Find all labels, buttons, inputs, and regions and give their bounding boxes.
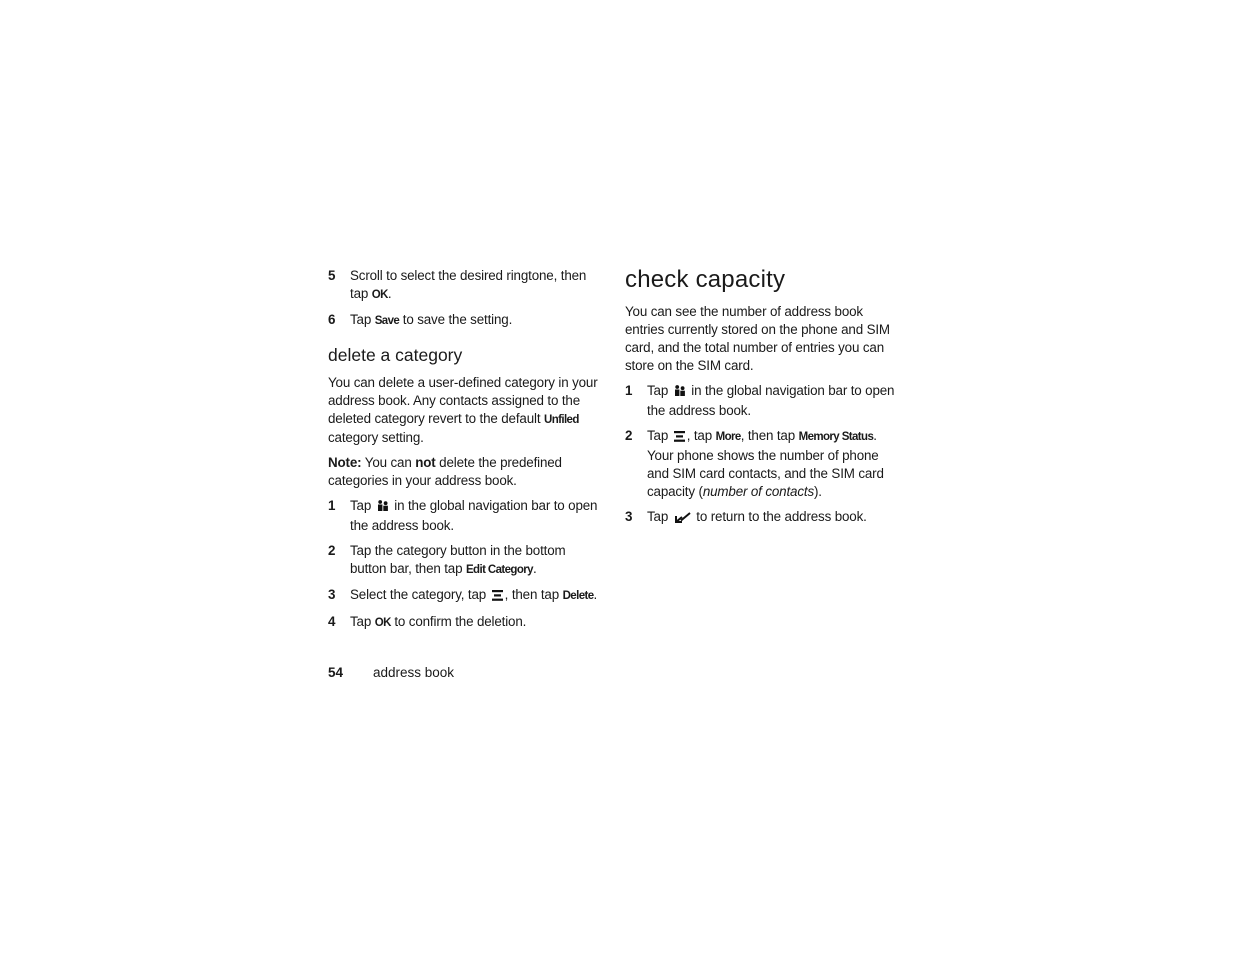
- emphasis: not: [415, 455, 436, 470]
- step-number: 1: [625, 383, 633, 398]
- step-text: , tap: [686, 428, 716, 443]
- subheading-delete-category: delete a category: [328, 345, 463, 365]
- intro-paragraph: You can see the number of address book entries currently stored on the phone and SIM card, and the total number of entries you can store on the SIM card.: [625, 304, 890, 373]
- capacity-step-3: [625, 508, 897, 528]
- section-name: address book: [373, 665, 455, 680]
- para-text: You can delete a user-defined category in your address book. Any contacts assigned to the deleted category revert to the default: [328, 375, 598, 426]
- page-footer: [328, 665, 454, 680]
- capacity-step-2: [625, 427, 897, 501]
- back-arrow-icon: [674, 510, 691, 528]
- step-text: to return to the address book.: [692, 509, 867, 524]
- ok-label: OK: [374, 617, 391, 629]
- edit-category-label: Edit Category: [465, 564, 533, 576]
- step-number: 3: [328, 587, 336, 602]
- para-text: category setting.: [328, 430, 424, 445]
- unfiled-label: Unfiled: [543, 414, 579, 426]
- delete-label: Delete: [562, 590, 594, 602]
- step-text: in the global navigation bar to open the address book.: [647, 383, 895, 418]
- step-text: Tap: [350, 614, 375, 629]
- save-label: Save: [374, 315, 400, 327]
- step-text: Tap: [350, 312, 375, 327]
- step-text: Scroll to select the desired ringtone, then tap: [350, 268, 587, 301]
- step-text: to confirm the deletion.: [390, 614, 527, 629]
- step-text: in the global navigation bar to open the address book.: [350, 498, 598, 533]
- step-text: Tap: [647, 509, 672, 524]
- step-number: 5: [328, 268, 336, 283]
- step-text: to save the setting.: [399, 312, 513, 327]
- step-text: , then tap: [504, 587, 563, 602]
- section-heading-check-capacity: check capacity: [625, 266, 786, 293]
- italic-term: number of contacts: [702, 484, 814, 499]
- step-5: [328, 267, 600, 304]
- right-column: [625, 267, 897, 535]
- para-text: delete the predefined categories in your address book.: [328, 455, 562, 488]
- step-number: 1: [328, 498, 336, 513]
- delete-step-1: [328, 497, 600, 535]
- delete-step-4: [328, 613, 600, 632]
- step-number: 6: [328, 312, 336, 327]
- menu-icon: [674, 429, 685, 447]
- step-number: 3: [625, 509, 633, 524]
- memory-status-label: Memory Status: [798, 431, 874, 443]
- step-text: Tap: [647, 428, 672, 443]
- delete-step-3: [328, 586, 600, 606]
- delete-step-2: [328, 542, 600, 579]
- step-text: Tap: [350, 498, 375, 513]
- step-text: Tap: [647, 383, 672, 398]
- intro-paragraph: [328, 374, 600, 447]
- more-label: More: [715, 431, 741, 443]
- step-number: 2: [328, 543, 336, 558]
- step-text: .: [593, 587, 598, 602]
- step-text: Select the category, tap: [350, 587, 490, 602]
- step-number: 4: [328, 614, 336, 629]
- step-text: .: [387, 286, 392, 301]
- step-text: . Your phone shows the number of phone and SIM card contacts, and the SIM card capacity (: [647, 428, 884, 499]
- step-text: .: [532, 561, 537, 576]
- capacity-step-1: [625, 382, 897, 420]
- menu-icon: [492, 588, 503, 606]
- contacts-icon: [377, 499, 389, 517]
- note-label: Note:: [328, 455, 362, 470]
- step-number: 2: [625, 428, 633, 443]
- step-text: , then tap: [740, 428, 799, 443]
- step-text: Tap the category button in the bottom button bar, then tap: [350, 543, 566, 576]
- ok-label: OK: [371, 289, 388, 301]
- contacts-icon: [674, 384, 686, 402]
- step-text: ).: [814, 484, 822, 499]
- note-paragraph: [328, 454, 600, 490]
- page-number: 54: [328, 665, 344, 680]
- left-column: [328, 267, 600, 639]
- para-text: You can: [361, 455, 416, 470]
- step-6: [328, 311, 600, 330]
